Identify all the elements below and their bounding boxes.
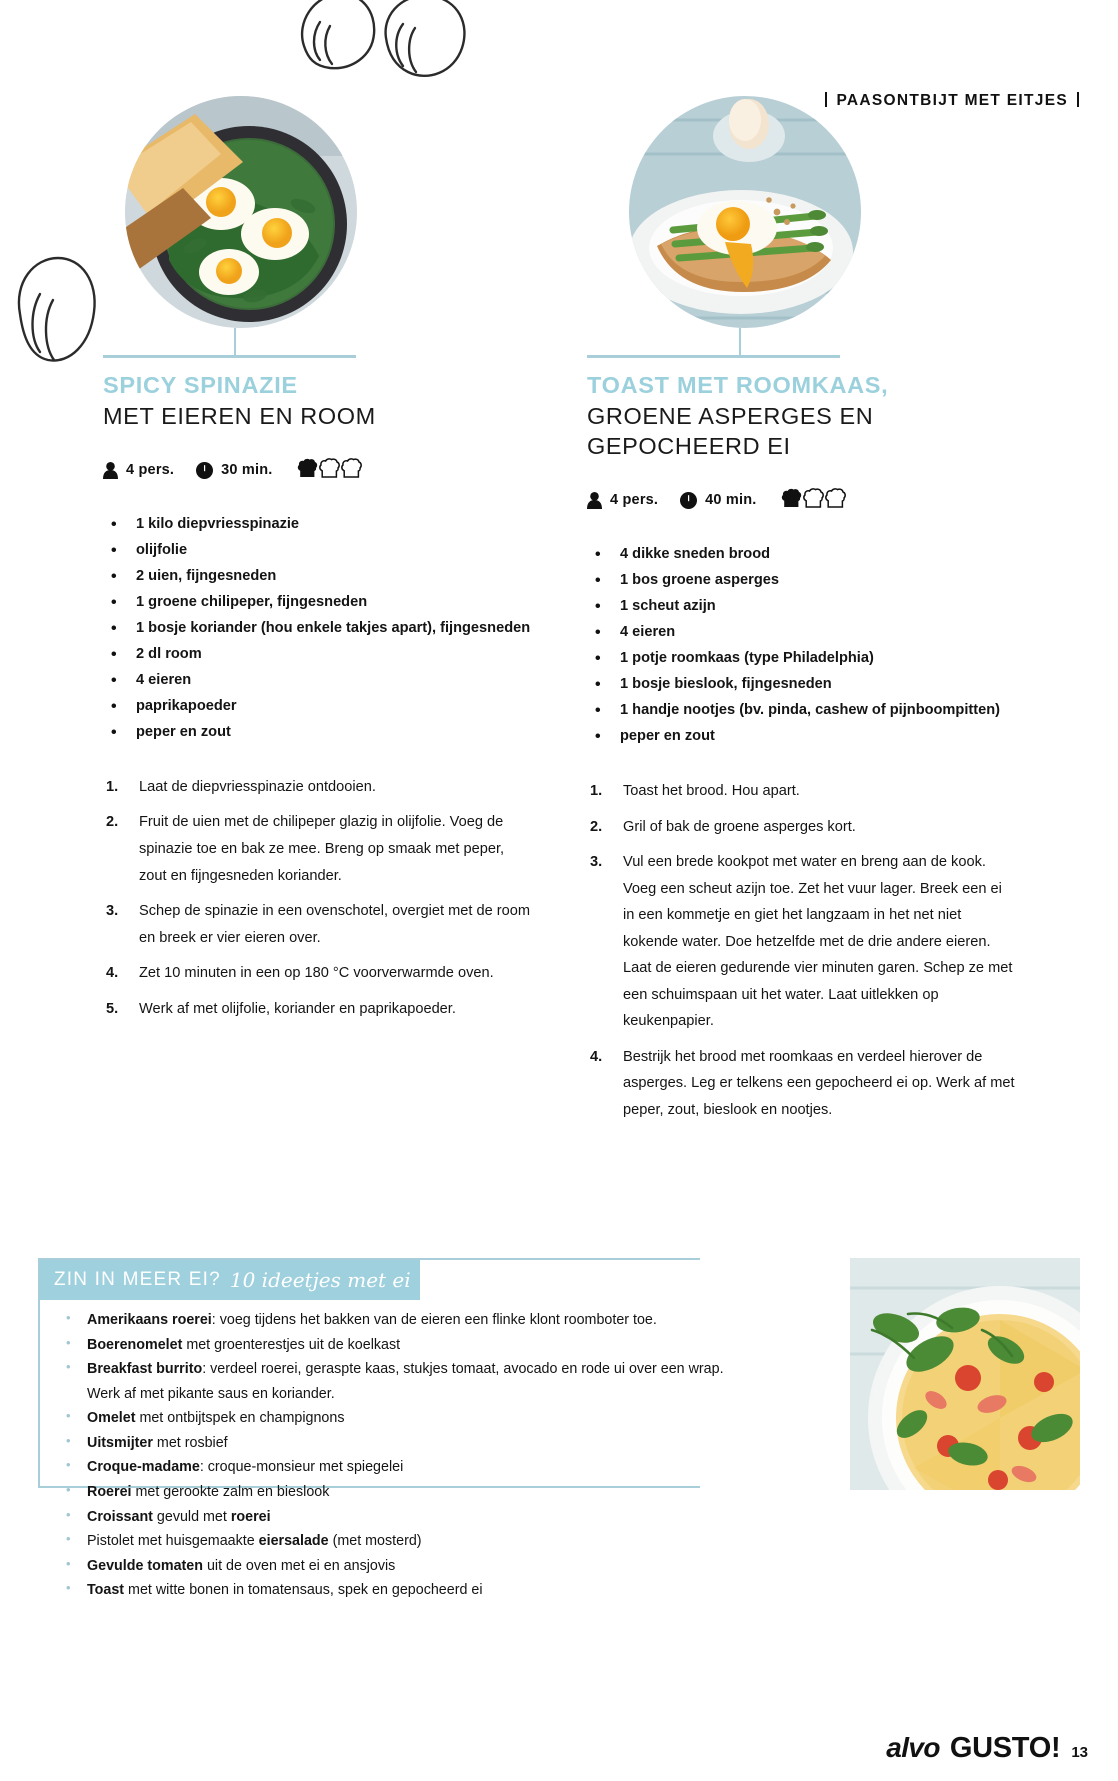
list-item [60,1455,760,1480]
divider-tick [234,328,236,358]
list-item: • 1 groene chilipeper, fijngesneden [103,590,531,616]
list-item [60,1333,760,1358]
list-item: • peper en zout [103,720,531,746]
meta-servings-text: 4 pers. [126,462,175,479]
step-item: Schep de spinazie in een ovenschotel, overgiet met de room en breek er vier eieren over. [139,903,531,946]
meta-time [196,462,272,479]
brand-logo-alvo: alvo [886,1732,940,1763]
divider-bar [103,355,356,358]
person-icon [587,492,602,509]
ingredient-list [587,542,1015,750]
recipe-divider [587,328,1015,366]
recipe-photo-toast-asparagus [629,96,861,328]
tip-item-lead: Omelet [87,1410,136,1427]
list-item: • 4 dikke sneden brood [587,542,1015,568]
clock-icon [196,462,213,479]
tip-item-lead: Croque-madame [87,1459,200,1476]
meta-time-text: 40 min. [705,492,757,509]
list-item: • 2 dl room [103,642,531,668]
difficulty-rating [781,488,846,512]
list-item [60,1308,760,1333]
list-item: • 1 handje nootjes (bv. pinda, cashew of pijnboompitten) [587,698,1015,724]
tip-item-rest: met rosbief [152,1434,228,1451]
meta-time-text: 30 min. [221,462,273,479]
list-item [60,1505,760,1530]
magazine-title-gusto: GUSTO! [949,1732,1061,1764]
tip-item-lead: Amerikaans roerei [87,1312,212,1328]
list-item [60,1554,760,1579]
recipe-meta [103,458,531,482]
tip-item-rest: met groenterestjes uit de koelkast [182,1336,401,1353]
recipe-meta [587,488,1015,512]
tip-item-rest: uit de oven met ei en ansjovis [203,1557,396,1574]
ingredient-list [103,512,531,746]
tip-box-heading-caps: ZIN IN MEER EI? [54,1269,221,1290]
recipe-title: SPICY SPINAZIE [103,372,298,398]
step-item: Laat de diepvriesspinazie ontdooien. [139,778,376,795]
list-item: • 1 potje roomkaas (type Philadelphia) [587,646,1015,672]
chef-hat-icon-empty [825,488,846,512]
page-number: 13 [1071,1744,1088,1761]
running-head-rule-right [1077,92,1079,107]
tip-item-rest: met ontbijtspek en champignons [135,1410,345,1427]
tip-item-lead: Boerenomelet [87,1336,183,1353]
tip-item-tail: roerei [230,1508,271,1525]
step-item: Vul een brede kookpot met water en breng aan de kook. Voeg een scheut azijn toe. Zet het vuur lager. Breek een ei in een kommetje en giet het langzaam in het net niet kokende water. Doe hetzelfde met de drie andere eieren. Laat de eieren gedurende vier minuten garen. Schep ze met een schuimspaan uit het water. Laat uitlekken op keukenpapier. [623,854,1013,1030]
list-item: • paprikapoeder [103,694,531,720]
list-item: • 4 eieren [103,668,531,694]
step-item: Toast het brood. Hou apart. [623,782,800,799]
tip-item-lead: Toast [87,1582,125,1599]
tip-item-mid: eiersalade [258,1533,329,1550]
tip-item-rest: met witte bonen in tomatensaus, spek en gepocheerd ei [124,1582,483,1599]
difficulty-rating [297,458,362,482]
meta-servings [103,462,174,479]
divider-bar [587,355,840,358]
tip-box-header [40,1260,420,1300]
recipe-divider [103,328,531,366]
recipe-photo-wrap [587,96,1015,328]
list-item [60,1431,760,1456]
step-item: Werk af met olijfolie, koriander en paprikapoeder. [139,1000,456,1017]
recipe-card-toast-roomkaas [587,96,1015,1133]
chef-hat-icon-empty [803,488,824,512]
recipe-photo-spinach-eggs [125,96,357,328]
tip-item-rest: gevuld met [152,1508,231,1525]
list-item [60,1357,760,1406]
list-item [60,1529,760,1554]
preparation-steps [587,778,1015,1124]
chef-hat-icon-empty [341,458,362,482]
chef-hat-icon-filled [297,458,318,482]
meta-time [680,492,756,509]
tip-item-lead: Roerei [87,1484,132,1501]
list-item: • 1 kilo diepvriesspinazie [103,512,531,538]
tip-item-lead: Croissant [87,1508,153,1525]
list-item: • peper en zout [587,724,1015,750]
tip-box [38,1258,1080,1599]
step-item: Fruit de uien met de chilipeper glazig in olijfolie. Voeg de spinazie toe en bak ze mee. Breng op smaak met peper, zout en fijngesneden koriander. [139,814,505,884]
recipe-subtitle: GROENE ASPERGES EN GEPOCHEERD EI [587,403,874,460]
list-item: • 2 uien, fijngesneden [103,564,531,590]
tip-box-heading-script: 10 ideetjes met ei [229,1268,411,1292]
list-item: • 4 eieren [587,620,1015,646]
running-head-rule-left [825,92,827,107]
list-item: • 1 scheut azijn [587,594,1015,620]
list-item: • 1 bos groene asperges [587,568,1015,594]
divider-tick [739,328,741,358]
tip-item-lead: Gevulde tomaten [87,1557,203,1574]
running-head [816,92,1088,110]
tip-item-lead: Breakfast burrito [87,1361,203,1378]
tip-idea-list [60,1308,760,1603]
running-head-text: PAASONTBIJT MET EITJES [836,92,1068,109]
chef-hat-icon-filled [781,488,802,512]
step-item: Gril of bak de groene asperges kort. [623,818,856,835]
list-item [60,1578,760,1603]
tip-item-rest: : voeg tijdens het bakken van de eieren een flinke klont roomboter toe. [211,1312,657,1328]
recipe-title: TOAST MET ROOMKAAS, [587,372,889,398]
tip-item-rest: : verdeel roerei, geraspte kaas, stukjes tomaat, avocado en rode ui over een wrap. Werk af met pikante saus en koriander. [87,1361,724,1402]
tip-item-pre: Pistolet met huisgemaakte [87,1533,259,1550]
preparation-steps [103,774,531,1022]
step-item: Bestrijk het brood met roomkaas en verdeel hierover de asperges. Leg er telkens een gepocheerd ei op. Werk af met peper, zout, bieslook en nootjes. [623,1048,1015,1118]
egg-outline-decoration-left [8,252,118,382]
recipe-card-spicy-spinazie [103,96,531,1133]
recipe-subtitle: MET EIEREN EN ROOM [103,403,376,430]
meta-servings-text: 4 pers. [610,492,659,509]
tip-item-rest: : croque-monsieur met spiegelei [199,1459,404,1476]
meta-servings [587,492,658,509]
recipe-photo-wrap [103,96,531,328]
list-item [60,1480,760,1505]
list-item: • 1 bosje koriander (hou enkele takjes apart), fijngesneden [103,616,531,642]
egg-outline-decoration-top [290,0,480,99]
tip-item-lead: Uitsmijter [87,1434,153,1451]
tip-item-rest: met gerookte zalm en bieslook [131,1484,330,1501]
list-item: • 1 bosje bieslook, fijngesneden [587,672,1015,698]
step-item: Zet 10 minuten in een op 180 °C voorverwarmde oven. [139,965,494,982]
person-icon [103,462,118,479]
tip-item-rest: (met mosterd) [328,1533,422,1550]
list-item: • olijfolie [103,538,531,564]
page-footer [886,1732,1088,1765]
recipe-columns [103,96,1015,1133]
chef-hat-icon-empty [319,458,340,482]
list-item [60,1406,760,1431]
clock-icon [680,492,697,509]
